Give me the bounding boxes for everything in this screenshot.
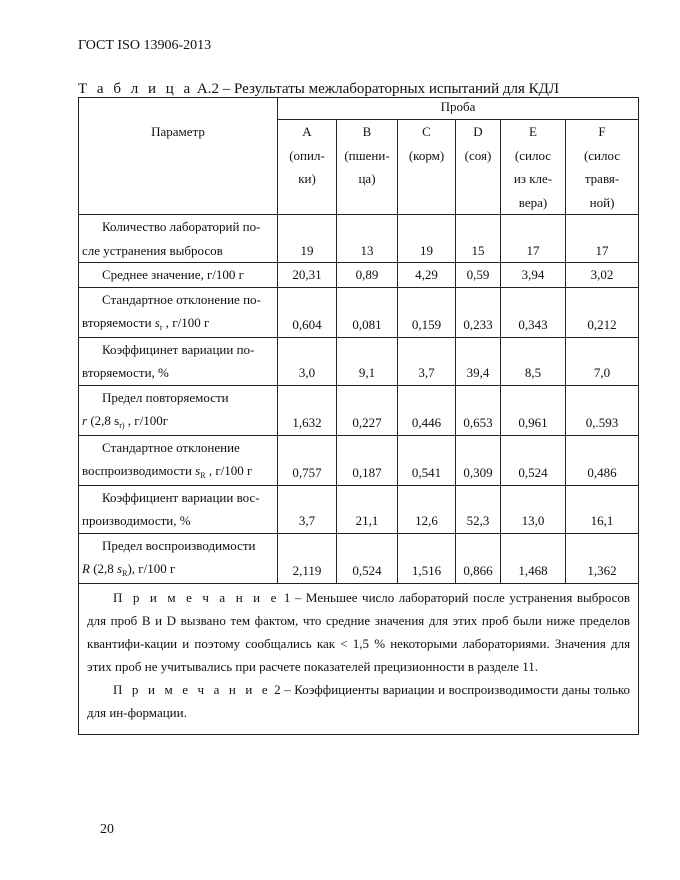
value-cell: 1,468 <box>501 533 566 583</box>
param-text: (2,8 <box>89 561 118 576</box>
value-cell: 0,081 <box>337 287 398 337</box>
value-cell: 16,1 <box>566 485 639 533</box>
table-row <box>79 385 639 435</box>
column-desc: (силос <box>514 147 552 163</box>
param-symbol: s <box>154 315 160 330</box>
value-cell: 0,212 <box>566 287 639 337</box>
value-cell: 17 <box>566 215 639 263</box>
caption-word: Т а б л и ц а <box>78 81 194 97</box>
param-text: , г/100 г <box>205 463 253 478</box>
param-line: Коэффицинет вариации по- <box>102 341 255 357</box>
value-cell: 3,0 <box>278 337 337 385</box>
value-cell: 13 <box>337 215 398 263</box>
table-row <box>79 337 639 385</box>
param-text: сле устранения выбросов <box>82 242 223 258</box>
value-cell: 0,.593 <box>566 385 639 435</box>
table-row <box>79 287 639 337</box>
param-line <box>82 557 274 583</box>
column-desc: (пшени- <box>344 147 390 163</box>
value-cell: 3,7 <box>278 485 337 533</box>
value-cell: 0,524 <box>337 533 398 583</box>
value-cell: 9,1 <box>337 337 398 385</box>
note-2 <box>87 678 630 724</box>
table-body <box>79 215 639 584</box>
table-row <box>79 533 639 583</box>
value-cell: 8,5 <box>501 337 566 385</box>
column-desc: ной) <box>589 194 615 210</box>
value-cell: 39,4 <box>456 337 501 385</box>
value-cell: 1,362 <box>566 533 639 583</box>
column-desc: ки) <box>298 171 316 186</box>
param-line <box>82 459 274 485</box>
param-subscript: r) <box>119 421 125 430</box>
value-cell: 0,89 <box>337 263 398 288</box>
table-caption <box>78 81 559 98</box>
param-line <box>82 361 274 385</box>
value-cell: 13,0 <box>501 485 566 533</box>
value-cell: 3,02 <box>566 263 639 288</box>
value-cell: 0,446 <box>398 385 456 435</box>
note-1-label: П р и м е ч а н и е <box>113 589 280 605</box>
page-number: 20 <box>100 822 114 837</box>
param-subscript: R <box>200 471 206 480</box>
param-line: Количество лабораторий по- <box>102 219 261 234</box>
param-text: ), г/100 г <box>127 561 176 576</box>
value-cell: 12,6 <box>398 485 456 533</box>
value-cell: 0,159 <box>398 287 456 337</box>
param-header: Параметр <box>79 98 278 215</box>
param-cell <box>79 485 278 533</box>
param-text: , г/100г <box>124 413 169 428</box>
value-cell: 20,31 <box>278 263 337 288</box>
column-desc: (опил- <box>289 147 325 163</box>
column-desc: травя- <box>584 171 620 186</box>
column-header-b <box>337 120 398 215</box>
value-cell: 19 <box>398 215 456 263</box>
param-line <box>82 311 274 337</box>
value-cell: 0,309 <box>456 435 501 485</box>
param-cell <box>79 263 278 288</box>
column-letter: F <box>598 124 606 139</box>
column-desc: ца) <box>358 171 376 186</box>
param-text: вторяемости, % <box>82 365 169 380</box>
column-letter: A <box>302 124 312 139</box>
value-cell: 0,541 <box>398 435 456 485</box>
param-cell <box>79 287 278 337</box>
column-letter: E <box>529 124 537 139</box>
param-symbol: s <box>195 463 201 478</box>
param-cell <box>79 337 278 385</box>
param-symbol: s <box>117 561 123 576</box>
param-text: вторяемости <box>82 315 155 330</box>
value-cell: 0,604 <box>278 287 337 337</box>
column-desc: (корм) <box>408 147 445 163</box>
column-desc: (силос <box>583 147 621 163</box>
column-header-e <box>501 120 566 215</box>
param-subscript: r <box>159 323 163 332</box>
param-symbol: r <box>82 413 88 428</box>
value-cell: 17 <box>501 215 566 263</box>
value-cell: 3,94 <box>501 263 566 288</box>
sample-group-header: Проба <box>278 98 639 120</box>
value-cell: 4,29 <box>398 263 456 288</box>
value-cell: 0,486 <box>566 435 639 485</box>
param-line: Стандартное отклонение <box>102 439 240 455</box>
column-header-c <box>398 120 456 215</box>
column-desc: из кле- <box>513 171 553 186</box>
value-cell: 0,961 <box>501 385 566 435</box>
column-desc: вера) <box>518 194 548 210</box>
param-text: (2,8 s <box>87 413 120 428</box>
caption-text: А.2 – Результаты межлабораторных испытаний для КДЛ <box>193 81 560 97</box>
value-cell: 1,632 <box>278 385 337 435</box>
param-line: Среднее значение, г/100 г <box>102 267 244 282</box>
column-header-d <box>456 120 501 215</box>
param-text: воспроизводимости <box>82 463 196 478</box>
param-line: Предел воспроизводимости <box>102 537 256 553</box>
value-cell: 1,516 <box>398 533 456 583</box>
param-subscript: R <box>122 569 128 578</box>
table-row <box>79 435 639 485</box>
param-cell <box>79 215 278 263</box>
value-cell: 0,227 <box>337 385 398 435</box>
value-cell: 0,343 <box>501 287 566 337</box>
param-cell <box>79 385 278 435</box>
note-2-label: П р и м е ч а н и е <box>113 681 271 697</box>
table-row <box>79 263 639 288</box>
value-cell: 52,3 <box>456 485 501 533</box>
notes-cell <box>79 583 639 734</box>
param-line: Коэффициент вариации вос- <box>102 489 260 505</box>
table-row <box>79 485 639 533</box>
value-cell: 21,1 <box>337 485 398 533</box>
value-cell: 0,653 <box>456 385 501 435</box>
param-text: производимости, % <box>82 513 191 528</box>
param-line <box>82 509 274 533</box>
table-row <box>79 215 639 263</box>
column-header-f <box>566 120 639 215</box>
column-letter: C <box>422 124 431 139</box>
value-cell: 0,757 <box>278 435 337 485</box>
note-1 <box>87 586 630 678</box>
note-1-text: 1 – Меньшее число лабораторий после устранения выбросов для проб B и D вызвано тем фактом, что средние значения для этих проб были ниже пределов квантифи-кации и поэтому сообщались как < 1,5 % некоторыми лабораториями. Значения для этих проб не учитывались при расчете показателей прецизионности в разделе 11. <box>87 589 631 674</box>
value-cell: 0,59 <box>456 263 501 288</box>
param-line <box>82 409 274 435</box>
note-2-text: 2 – Коэффициенты вариации и воспроизводимости даны только для ин-формации. <box>87 681 631 720</box>
value-cell: 0,233 <box>456 287 501 337</box>
param-line: Стандартное отклонение по- <box>102 291 261 307</box>
param-cell <box>79 533 278 583</box>
value-cell: 2,119 <box>278 533 337 583</box>
results-table <box>78 97 639 735</box>
param-line: Предел повторяемости <box>102 389 229 405</box>
value-cell: 7,0 <box>566 337 639 385</box>
param-cell <box>79 435 278 485</box>
value-cell: 3,7 <box>398 337 456 385</box>
column-header-a <box>278 120 337 215</box>
param-line <box>82 239 274 263</box>
value-cell: 0,524 <box>501 435 566 485</box>
column-letter: B <box>362 124 372 139</box>
value-cell: 0,187 <box>337 435 398 485</box>
param-text: , г/100 г <box>162 315 210 330</box>
value-cell: 0,866 <box>456 533 501 583</box>
column-desc: (соя) <box>464 147 492 163</box>
param-symbol: R <box>82 561 90 576</box>
column-letter: D <box>473 124 483 139</box>
document-header: ГОСТ ISO 13906-2013 <box>78 38 212 53</box>
value-cell: 15 <box>456 215 501 263</box>
value-cell: 19 <box>278 215 337 263</box>
